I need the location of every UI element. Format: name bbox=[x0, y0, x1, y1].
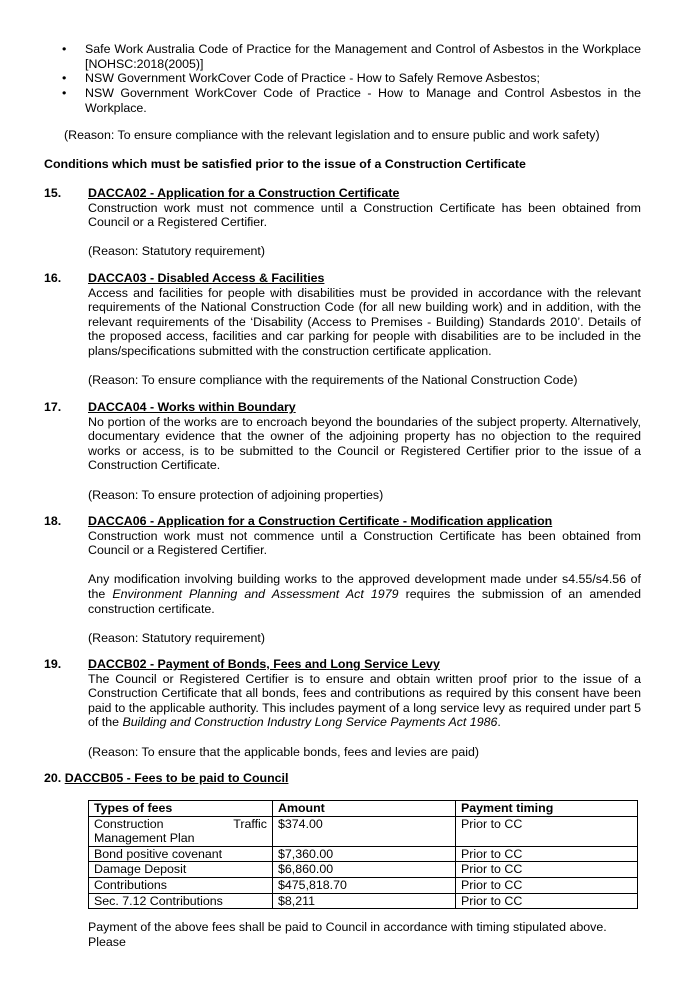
table-row bbox=[89, 893, 638, 909]
condition-number: 19. bbox=[44, 657, 62, 671]
condition-text: Access and facilities for people with disabilities must be provided in accordance with the relevant requirements of the National Construction Code (for all new building work) and in addition, with the relevant requirements of the ‘Disability (Access to Premises - Building) Standards 2010’. Details of the proposed access, facilities and car parking for people with disabilities are to be included in the plans/specifications submitted with the construction certificate application. bbox=[88, 285, 641, 358]
timing-cell: Prior to CC bbox=[456, 877, 638, 893]
fee-type-cell: Bond positive covenant bbox=[89, 846, 273, 862]
condition-15 bbox=[88, 186, 641, 259]
section-heading: Conditions which must be satisfied prior to the issue of a Construction Certificate bbox=[44, 157, 526, 171]
amount-cell: $475,818.70 bbox=[273, 877, 456, 893]
condition-title: DACCA02 - Application for a Construction Certificate bbox=[88, 186, 400, 200]
amount-cell: $7,360.00 bbox=[273, 846, 456, 862]
amount-cell: $8,211 bbox=[273, 893, 456, 909]
condition-title: DACCA04 - Works within Boundary bbox=[88, 400, 296, 414]
fee-type-cell bbox=[89, 816, 273, 846]
reason-text: (Reason: To ensure compliance with the relevant legislation and to ensure public and work safety) bbox=[64, 128, 600, 142]
amount-cell: $6,860.00 bbox=[273, 862, 456, 878]
bullet-text: [NOHSC:2018(2005)] bbox=[85, 56, 204, 71]
fee-type-cell: Sec. 7.12 Contributions bbox=[89, 893, 273, 909]
condition-title: DACCA03 - Disabled Access & Facilities bbox=[88, 271, 325, 285]
text-run: requires the submission of an amended construction certificate. bbox=[88, 586, 641, 616]
condition-text bbox=[88, 672, 641, 730]
text-run: The Council or Registered Certifier is to ensure and obtain written proof prior to the issue of a Construction Certificate that all bonds, fees and contributions as required by this consent have been paid to the applicable authority. This includes payment of a long service levy as required under part 5 of the bbox=[88, 671, 641, 730]
bullet-glyph: • bbox=[62, 71, 67, 85]
condition-title: DACCB02 - Payment of Bonds, Fees and Long Service Levy bbox=[88, 657, 440, 671]
bullet-text: NSW Government WorkCover Code of Practice - How to Manage and Control Asbestos in the bbox=[85, 86, 641, 100]
condition-number: 17. bbox=[44, 400, 62, 414]
condition-20-heading bbox=[44, 771, 288, 786]
table-row bbox=[89, 816, 638, 846]
timing-cell: Prior to CC bbox=[456, 816, 638, 846]
bullet-glyph: • bbox=[62, 42, 67, 56]
condition-text-2 bbox=[88, 572, 641, 616]
condition-number: 16. bbox=[44, 271, 62, 285]
bullet-item bbox=[85, 42, 641, 71]
table-header-row bbox=[89, 801, 638, 817]
fee-type-cell: Damage Deposit bbox=[89, 862, 273, 878]
act-title: Building and Construction Industry Long Service Payments Act 1986 bbox=[122, 715, 498, 730]
bullet-text: Workplace. bbox=[85, 100, 147, 115]
reason-text: (Reason: To ensure that the applicable bonds, fees and levies are paid) bbox=[88, 744, 480, 759]
fee-type-text: Traffic bbox=[233, 816, 267, 831]
condition-text: Construction work must not commence until a Construction Certificate has been obtained from Council or a Registered Certifier. bbox=[88, 528, 641, 558]
amount-cell: $374.00 bbox=[273, 816, 456, 846]
text-run: . bbox=[497, 715, 501, 730]
bullet-glyph: • bbox=[62, 86, 67, 100]
condition-text: Construction work must not commence until a Construction Certificate has been obtained from Council or a Registered Certifier. bbox=[88, 200, 641, 230]
timing-cell: Prior to CC bbox=[456, 893, 638, 909]
condition-text: No portion of the works are to encroach beyond the boundaries of the subject property. Alternatively, documentary evidence that the owner of the adjoining property has no objection to the required works or access, is to be submitted to the Council or Registered Certifier prior to the issue of a Construction Certificate. bbox=[88, 414, 641, 473]
closing-text: Payment of the above fees shall be paid to Council in accordance with timing stipulated above. Please bbox=[88, 920, 607, 949]
condition-16 bbox=[88, 271, 641, 388]
fees-table bbox=[88, 800, 638, 909]
condition-19 bbox=[88, 657, 641, 759]
reason-text: (Reason: To ensure protection of adjoining properties) bbox=[88, 487, 384, 502]
column-header: Types of fees bbox=[89, 801, 273, 817]
condition-number: 15. bbox=[44, 186, 62, 200]
reason-text: (Reason: Statutory requirement) bbox=[88, 244, 265, 259]
condition-number: 18. bbox=[44, 514, 62, 528]
fee-type-text: Construction bbox=[94, 816, 164, 831]
act-title: Environment Planning and Assessment Act 1979 bbox=[112, 586, 399, 601]
text-run: Any modification involving building works to the approved development made under s4.55/s4.56 of the bbox=[88, 572, 641, 601]
bullet-text: Safe Work Australia Code of Practice for the Management and Control of Asbestos in the Workplace bbox=[85, 42, 641, 56]
condition-number: 20. bbox=[44, 771, 62, 785]
timing-cell: Prior to CC bbox=[456, 846, 638, 862]
condition-17 bbox=[88, 400, 641, 502]
timing-cell: Prior to CC bbox=[456, 862, 638, 878]
fee-type-cell: Contributions bbox=[89, 877, 273, 893]
column-header: Payment timing bbox=[456, 801, 638, 817]
table-row bbox=[89, 846, 638, 862]
condition-title: DACCA06 - Application for a Construction Certificate - Modification application bbox=[88, 514, 553, 528]
column-header: Amount bbox=[273, 801, 456, 817]
table-row bbox=[89, 862, 638, 878]
reason-text: (Reason: Statutory requirement) bbox=[88, 630, 265, 645]
condition-18 bbox=[88, 514, 641, 645]
bullet-item bbox=[85, 86, 641, 115]
bullet-item: NSW Government WorkCover Code of Practice - How to Safely Remove Asbestos; bbox=[85, 71, 540, 85]
reason-text: (Reason: To ensure compliance with the requirements of the National Construction Code) bbox=[88, 373, 578, 388]
fee-type-text: Management Plan bbox=[94, 831, 195, 846]
table-row bbox=[89, 877, 638, 893]
condition-title: DACCB05 - Fees to be paid to Council bbox=[64, 771, 289, 785]
